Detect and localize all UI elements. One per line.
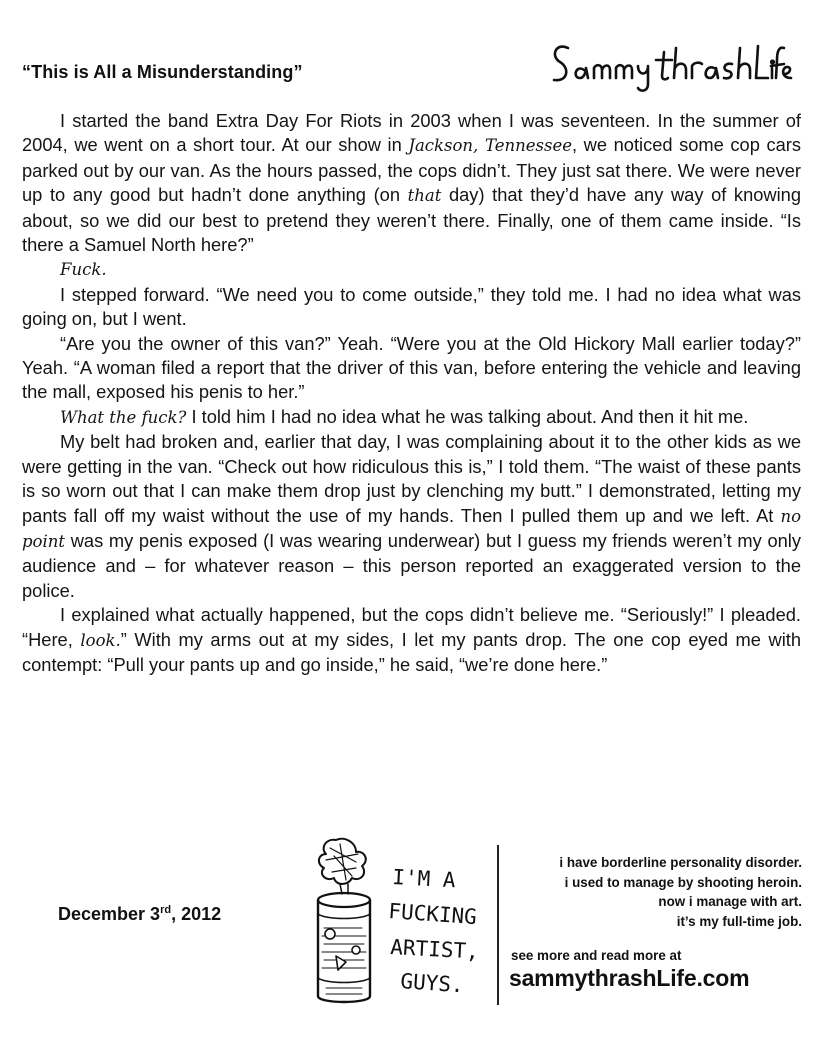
website-link[interactable]: sammythrashLife.com <box>509 965 750 991</box>
vertical-divider <box>497 845 499 1005</box>
story-paragraph: “Are you the owner of this van?” Yeah. “Were you at the Old Hickory Mall earlier today?” Yeah. “A woman filed a report that the driver of this van, before entering the vehicle and leaving the mall, exposed his penis to her.” <box>22 332 801 403</box>
bio-line: it’s my full-time job. <box>676 913 802 929</box>
signature-logo <box>548 34 793 98</box>
story-body <box>22 109 801 677</box>
bio-line: now i manage with art. <box>658 894 802 909</box>
art-text-line: ARTIST, <box>389 935 480 964</box>
post-date: December 3rd, 2012 <box>58 904 222 924</box>
story-paragraph: I stepped forward. “We need you to come outside,” they told me. I had no idea what was going on, but I went. <box>22 283 801 330</box>
artist-illustration <box>296 832 494 1008</box>
bio-line: i have borderline personality disorder. <box>559 855 802 870</box>
author-bio <box>500 853 802 931</box>
art-text-line: I'M A <box>391 865 457 893</box>
signature-drawing <box>548 34 793 98</box>
page-title: “This is All a Misunderstanding” <box>22 62 303 82</box>
paint-can-drawing <box>296 832 494 1008</box>
story-paragraph: My belt had broken and, earlier that day, I was complaining about it to the other kids as we were getting in the van. “Check out how ridiculous this is,” I told them. “The waist of these pants is so worn out that I can make them drop just by clenching my butt.” I demonstrated, letting my pants fall off my waist without the use of my hands. Then I pulled them up and we left. At no point was my penis exposed (I was wearing underwear) but I guess my friends weren’t my only audience and – for whatever reason – this person reported an exaggerated version to the police. <box>22 431 801 601</box>
story-paragraph: I explained what actually happened, but the cops didn’t believe me. “Seriously!” I pleaded. “Here, look.” With my arms out at my sides, I let my pants drop. The one cop eyed me with contempt: “Pull your pants up and go inside,” he said, “we’re done here.” <box>22 604 801 675</box>
bio-line: i used to manage by shooting heroin. <box>564 874 802 890</box>
art-text-line: FUCKING <box>387 899 478 930</box>
emphasis-word: that <box>407 186 442 206</box>
story-paragraph: I started the band Extra Day For Riots in 2003 when I was seventeen. In the summer of 2004, we went on a short tour. At our show in Jackson, Tennessee, we noticed some cop cars parked out by our van. As the hours passed, the cops didn’t. They just sat there. We were never up to any good but hadn’t done anything (on that day) that they’d have any way of knowing about, so we did our best to pretend they weren’t there. Finally, one of them came inside. “Is there a Samuel North here?” <box>22 110 801 256</box>
story-paragraph: Fuck. <box>60 260 107 280</box>
art-text-line: GUYS. <box>399 969 465 998</box>
story-paragraph: What the fuck? I told him I had no idea what he was talking about. And then it hit me. <box>60 405 749 427</box>
place-name: Jackson, Tennessee <box>408 136 573 156</box>
see-more-text: see more and read more at <box>511 948 682 963</box>
